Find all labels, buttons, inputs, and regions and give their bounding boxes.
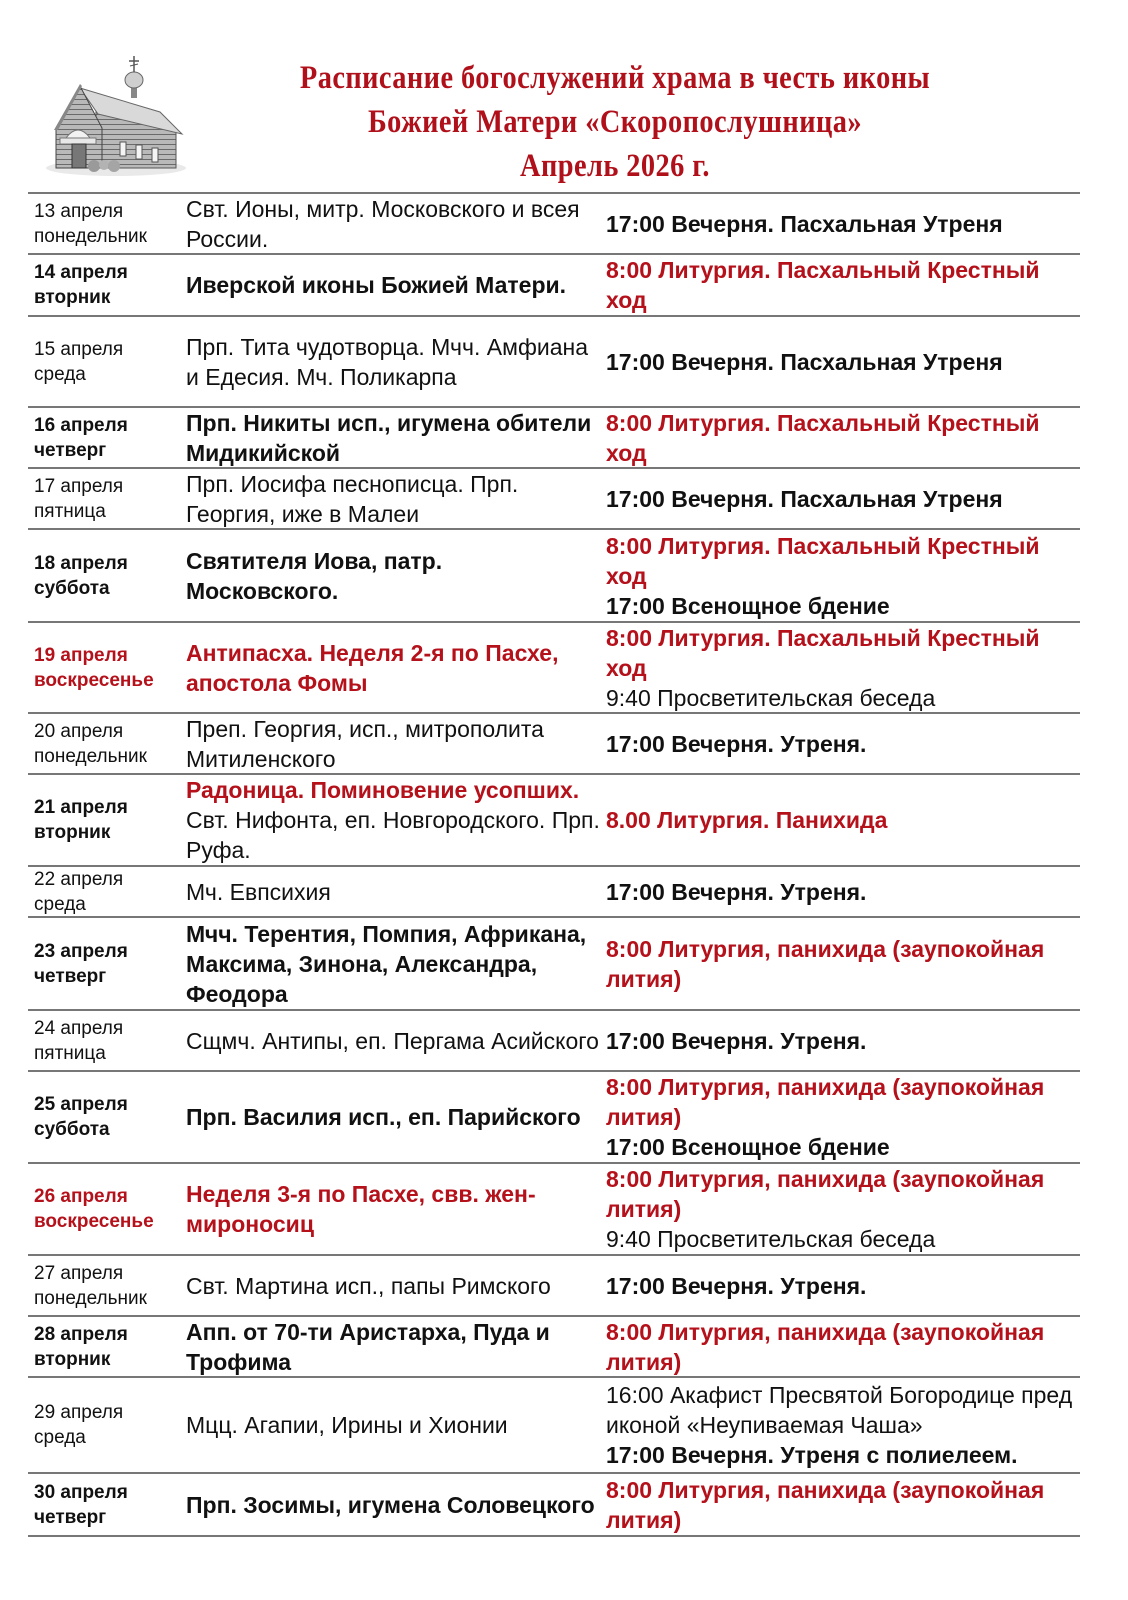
date-label: 21 апреля <box>34 797 128 818</box>
title-line-3: Апрель 2026 г. <box>520 148 710 184</box>
weekday-label: пятница <box>34 1042 106 1064</box>
weekday-label: среда <box>34 893 86 915</box>
services-cell <box>600 1164 1080 1254</box>
title-line-1: Расписание богослужений храма в честь иконы <box>299 60 931 96</box>
date-cell <box>28 1256 182 1315</box>
table-row <box>28 408 1080 469</box>
services-cell <box>600 867 1080 916</box>
date-label: 30 апреля <box>34 1481 128 1503</box>
service-item: 17:00 Вечерня. Пасхальная Утреня <box>606 210 1003 237</box>
commemoration-cell <box>182 1317 600 1376</box>
table-row <box>28 1164 1080 1256</box>
services-cell <box>600 775 1080 865</box>
service-item: 8.00 Литургия. Панихида <box>606 807 888 833</box>
commemoration-text: Радоница. Поминовение усопших. <box>186 777 580 803</box>
commemoration-cell <box>182 1072 600 1162</box>
weekday-label: четверг <box>34 1506 107 1528</box>
commemoration-cell <box>182 255 600 315</box>
date-label: 16 апреля <box>34 414 128 436</box>
services-cell <box>600 1474 1080 1535</box>
commemoration-cell <box>182 530 600 621</box>
date-cell <box>28 1072 182 1162</box>
date-cell <box>28 1474 182 1535</box>
service-item: 16:00 Акафист Пресвятой Богородице пред иконой «Неупиваемая Чаша» <box>606 1382 1073 1438</box>
service-item: 8:00 Литургия, панихида (заупокойная лития) <box>606 1166 1045 1222</box>
table-row <box>28 867 1080 918</box>
date-cell <box>28 194 182 253</box>
commemoration-text: Прп. Никиты исп., игумена обители Мидикийской <box>186 409 592 466</box>
table-row <box>28 1011 1080 1072</box>
date-label: 26 апреля <box>34 1186 128 1207</box>
weekday-label: вторник <box>34 822 111 843</box>
service-item: 17:00 Вечерня. Пасхальная Утреня <box>606 485 1003 512</box>
date-label: 28 апреля <box>34 1323 128 1345</box>
services-cell <box>600 530 1080 621</box>
weekday-label: среда <box>34 1427 86 1448</box>
table-row <box>28 775 1080 867</box>
weekday-label: четверг <box>34 439 107 461</box>
service-item: 8:00 Литургия, панихида (заупокойная лития) <box>606 1074 1045 1130</box>
service-item: 9:40 Просветительская беседа <box>606 1226 936 1252</box>
date-label: 25 апреля <box>34 1094 128 1115</box>
date-cell <box>28 530 182 621</box>
service-item: 17:00 Вечерня. Утреня. <box>606 1027 867 1054</box>
date-cell <box>28 1378 182 1472</box>
date-label: 13 апреля <box>34 200 124 222</box>
weekday-label: воскресенье <box>34 669 154 691</box>
commemoration-text: Неделя 3-я по Пасхе, свв. жен-мироносиц <box>186 1181 536 1237</box>
service-item: 17:00 Вечерня. Утреня с полиелеем. <box>606 1442 1018 1468</box>
date-label: 27 апреля <box>34 1262 124 1284</box>
services-cell <box>600 918 1080 1009</box>
date-cell <box>28 775 182 865</box>
commemoration-text: Апп. от 70-ти Аристарха, Пуда и Трофима <box>186 1318 550 1375</box>
commemoration-text: Мчч. Терентия, Помпия, Африкана, Максима, Зинона, Александра, Феодора <box>186 920 587 1007</box>
date-cell <box>28 918 182 1009</box>
services-cell <box>600 408 1080 467</box>
table-row <box>28 1317 1080 1378</box>
weekday-label: суббота <box>34 577 110 599</box>
services-cell <box>600 623 1080 712</box>
date-label: 23 апреля <box>34 940 128 962</box>
service-item: 17:00 Вечерня. Утреня. <box>606 730 867 757</box>
service-item: 8:00 Литургия. Пасхальный Крестный ход <box>606 532 1040 589</box>
weekday-label: среда <box>34 363 86 385</box>
services-cell <box>600 194 1080 253</box>
commemoration-text: Прп. Зосимы, игумена Соловецкого <box>186 1491 595 1518</box>
table-row <box>28 469 1080 530</box>
commemoration-text: Прп. Иосифа песнописца. Прп. Георгия, иже в Малеи <box>186 470 519 527</box>
service-item: 17:00 Вечерня. Утреня. <box>606 1272 867 1299</box>
services-cell <box>600 1256 1080 1315</box>
service-item: 8:00 Литургия, панихида (заупокойная лития) <box>606 935 1045 992</box>
table-row <box>28 1256 1080 1317</box>
service-item: 8:00 Литургия. Пасхальный Крестный ход <box>606 624 1040 681</box>
date-label: 22 апреля <box>34 868 124 890</box>
table-row <box>28 918 1080 1011</box>
service-item: 8:00 Литургия. Пасхальный Крестный ход <box>606 409 1040 466</box>
commemoration-text: Свт. Нифонта, еп. Новгородского. Прп. Руфа. <box>186 807 600 863</box>
schedule-table <box>28 192 1080 1537</box>
service-item: 8:00 Литургия, панихида (заупокойная лития) <box>606 1476 1045 1533</box>
commemoration-text: Прп. Василия исп., еп. Парийского <box>186 1104 581 1130</box>
table-row <box>28 530 1080 623</box>
services-cell <box>600 1072 1080 1162</box>
date-label: 20 апреля <box>34 720 124 742</box>
service-item: 17:00 Вечерня. Утреня. <box>606 878 867 905</box>
weekday-label: вторник <box>34 287 111 308</box>
date-cell <box>28 469 182 528</box>
weekday-label: понедельник <box>34 1287 147 1309</box>
weekday-label: вторник <box>34 1348 111 1370</box>
weekday-label: воскресенье <box>34 1211 154 1232</box>
service-item: 17:00 Вечерня. Пасхальная Утреня <box>606 348 1003 375</box>
table-row <box>28 623 1080 714</box>
page-title <box>258 56 972 188</box>
date-cell <box>28 1317 182 1376</box>
commemoration-cell <box>182 623 600 712</box>
date-cell <box>28 867 182 916</box>
commemoration-text: Мч. Евпсихия <box>186 878 331 905</box>
table-row <box>28 1474 1080 1537</box>
date-label: 18 апреля <box>34 552 128 574</box>
page-header <box>0 0 1128 193</box>
commemoration-cell <box>182 867 600 916</box>
service-item: 17:00 Всенощное бдение <box>606 592 890 619</box>
commemoration-cell <box>182 1256 600 1315</box>
date-label: 15 апреля <box>34 338 124 360</box>
date-label: 14 апреля <box>34 262 128 283</box>
services-cell <box>600 714 1080 773</box>
table-row <box>28 714 1080 775</box>
commemoration-cell <box>182 918 600 1009</box>
date-cell <box>28 714 182 773</box>
date-label: 29 апреля <box>34 1402 124 1423</box>
date-label: 17 апреля <box>34 475 124 497</box>
table-row <box>28 317 1080 408</box>
title-line-2: Божией Матери «Скоропослушница» <box>367 104 863 140</box>
commemoration-text: Свт. Мартина исп., папы Римского <box>186 1272 551 1299</box>
table-row <box>28 194 1080 255</box>
service-item: 8:00 Литургия. Пасхальный Крестный ход <box>606 257 1040 313</box>
services-cell <box>600 317 1080 406</box>
commemoration-cell <box>182 469 600 528</box>
service-item: 9:40 Просветительская беседа <box>606 684 936 711</box>
commemoration-text: Прп. Тита чудотворца. Мчч. Амфиана и Едесия. Мч. Поликарпа <box>186 333 589 390</box>
date-cell <box>28 1011 182 1070</box>
commemoration-cell <box>182 1164 600 1254</box>
date-cell <box>28 317 182 406</box>
services-cell <box>600 255 1080 315</box>
commemoration-text: Преп. Георгия, исп., митрополита Митиленского <box>186 715 544 772</box>
date-label: 19 апреля <box>34 644 128 666</box>
date-cell <box>28 255 182 315</box>
commemoration-text: Иверской иконы Божией Матери. <box>186 272 567 298</box>
services-cell <box>600 469 1080 528</box>
commemoration-cell <box>182 714 600 773</box>
weekday-label: понедельник <box>34 745 147 767</box>
services-cell <box>600 1011 1080 1070</box>
commemoration-cell <box>182 775 600 865</box>
commemoration-cell <box>182 317 600 406</box>
commemoration-text: Свт. Ионы, митр. Московского и всея России. <box>186 195 580 252</box>
commemoration-text: Святителя Иова, патр. Московского. <box>186 547 443 604</box>
commemoration-cell <box>182 1474 600 1535</box>
commemoration-cell <box>182 408 600 467</box>
weekday-label: четверг <box>34 965 107 987</box>
weekday-label: суббота <box>34 1119 110 1140</box>
commemoration-text: Сщмч. Антипы, еп. Пергама Асийского <box>186 1027 599 1054</box>
commemoration-cell <box>182 1011 600 1070</box>
service-item: 8:00 Литургия, панихида (заупокойная лития) <box>606 1318 1045 1375</box>
weekday-label: пятница <box>34 500 106 522</box>
commemoration-cell <box>182 1378 600 1472</box>
table-row <box>28 255 1080 317</box>
services-cell <box>600 1378 1080 1472</box>
date-label: 24 апреля <box>34 1017 124 1039</box>
date-cell <box>28 623 182 712</box>
table-row <box>28 1072 1080 1164</box>
date-cell <box>28 1164 182 1254</box>
commemoration-cell <box>182 194 600 253</box>
table-row <box>28 1378 1080 1474</box>
services-cell <box>600 1317 1080 1376</box>
date-cell <box>28 408 182 467</box>
weekday-label: понедельник <box>34 225 147 247</box>
commemoration-text: Мцц. Агапии, Ирины и Хионии <box>186 1412 508 1438</box>
commemoration-text: Антипасха. Неделя 2-я по Пасхе, апостола Фомы <box>186 639 559 696</box>
church-icon <box>36 50 186 180</box>
service-item: 17:00 Всенощное бдение <box>606 1134 890 1160</box>
